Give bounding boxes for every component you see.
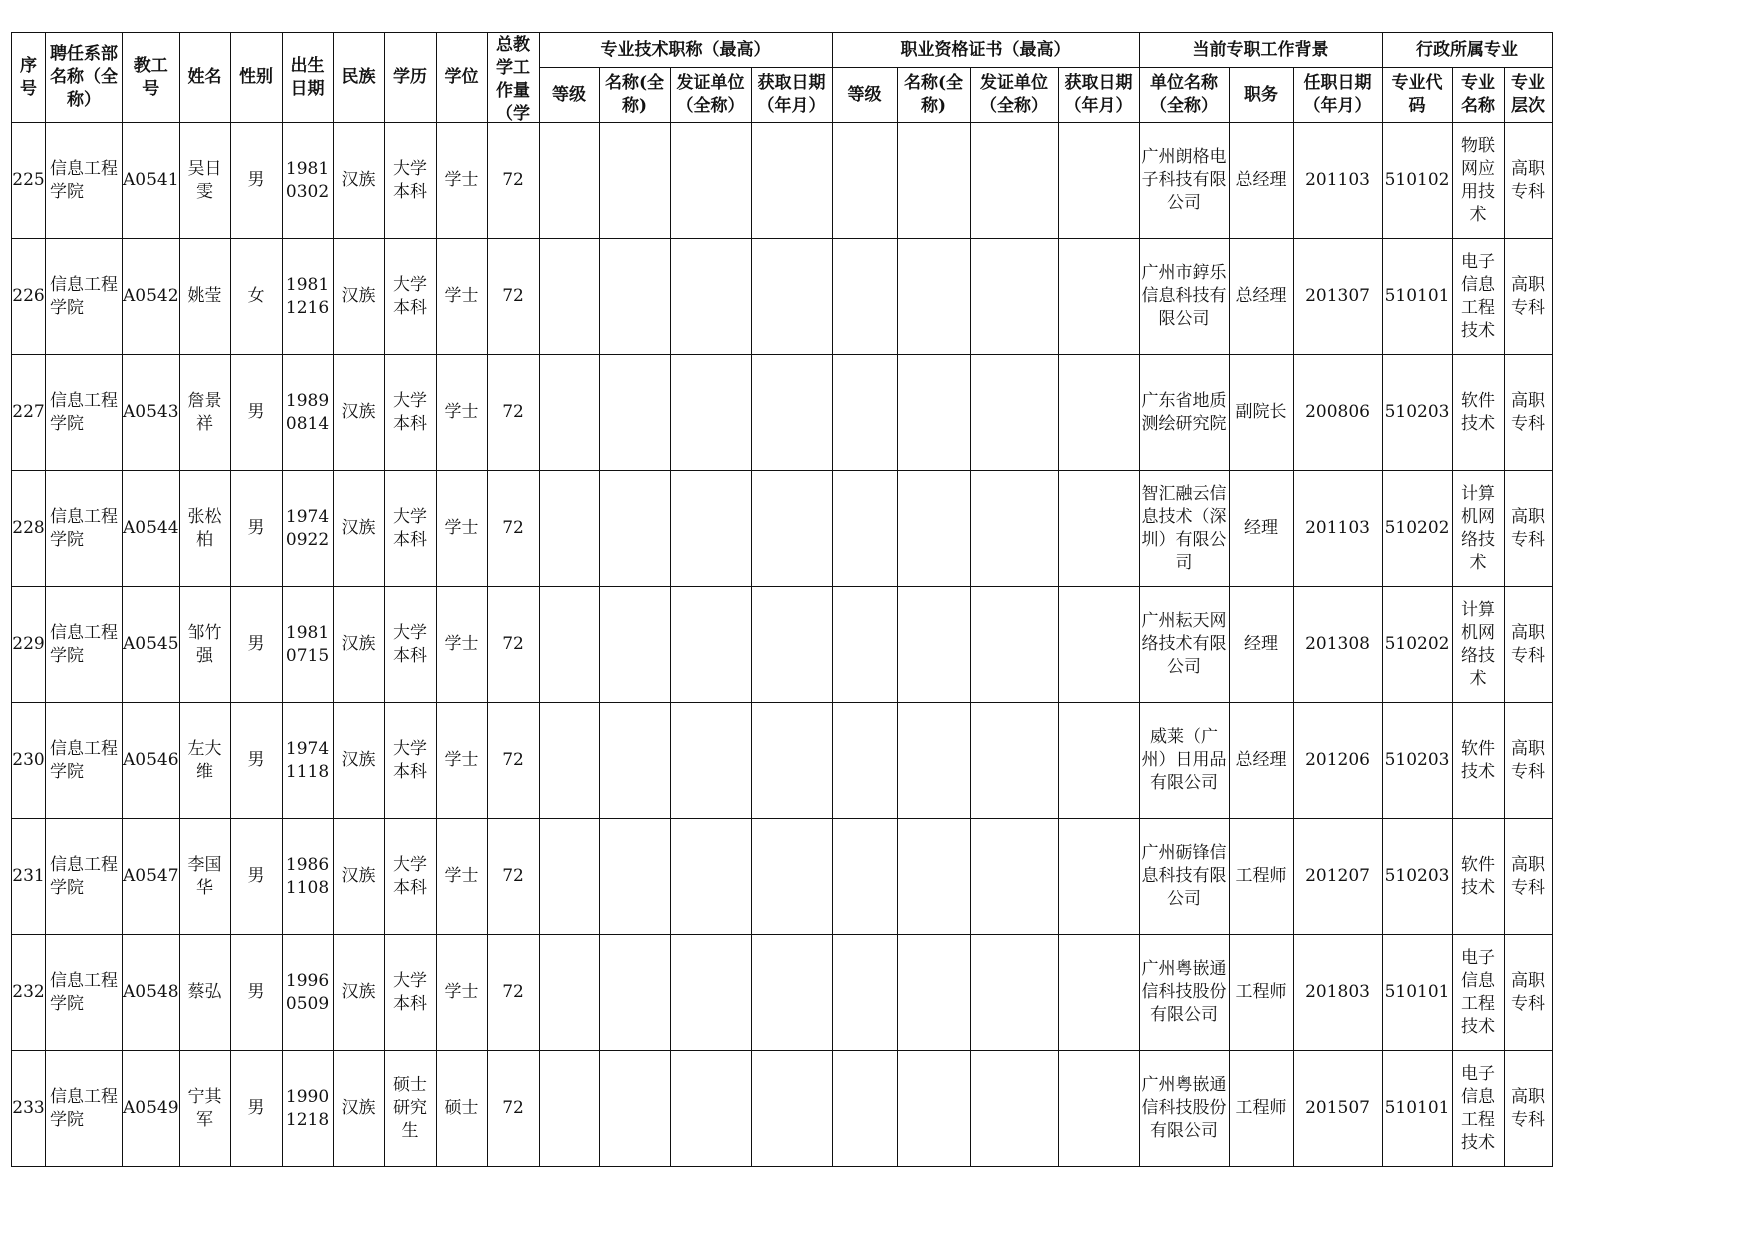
cell-seq: 227 [12, 355, 46, 471]
cell-title-issuer [670, 123, 751, 239]
cell-cert-date [1058, 819, 1139, 935]
cell-name: 张松柏 [179, 471, 230, 587]
cell-birth: 19890814 [282, 355, 333, 471]
cell-title-issuer [670, 355, 751, 471]
cell-major-level: 高职专科 [1504, 123, 1552, 239]
cell-major-name: 计算机网络技术 [1452, 587, 1504, 703]
cell-cert-level [832, 239, 897, 355]
cell-title-name [599, 1051, 670, 1167]
table-row [12, 123, 1553, 239]
cell-workload: 72 [487, 587, 539, 703]
cell-title-date [751, 355, 832, 471]
cell-degree: 学士 [436, 471, 487, 587]
cell-major-code: 510202 [1382, 471, 1452, 587]
cell-major-level: 高职专科 [1504, 239, 1552, 355]
cell-cert-date [1058, 123, 1139, 239]
header-seq: 序号 [12, 33, 46, 123]
header-major-level: 专业层次 [1504, 68, 1552, 123]
cell-cert-date [1058, 239, 1139, 355]
cell-title-issuer [670, 239, 751, 355]
cell-education: 大学本科 [384, 123, 436, 239]
cell-position: 副院长 [1229, 355, 1293, 471]
table-row [12, 1051, 1553, 1167]
cell-gender: 男 [230, 471, 282, 587]
cell-dept: 信息工程学院 [46, 819, 123, 935]
cell-birth: 19960509 [282, 935, 333, 1051]
cell-title-date [751, 239, 832, 355]
table-row [12, 239, 1553, 355]
cell-cert-level [832, 587, 897, 703]
cell-cert-date [1058, 703, 1139, 819]
cell-title-level [539, 703, 599, 819]
cell-seq: 230 [12, 703, 46, 819]
header-name: 姓名 [179, 33, 230, 123]
cell-hire-date: 201103 [1293, 123, 1382, 239]
cell-cert-name [897, 935, 970, 1051]
cell-cert-issuer [970, 935, 1058, 1051]
table-row [12, 935, 1553, 1051]
cell-major-code: 510203 [1382, 703, 1452, 819]
header-title-name: 名称(全称) [599, 68, 670, 123]
cell-dept: 信息工程学院 [46, 1051, 123, 1167]
cell-name: 詹景祥 [179, 355, 230, 471]
table-row [12, 703, 1553, 819]
cell-title-level [539, 819, 599, 935]
cell-staff-id: A0544 [123, 471, 180, 587]
cell-workload: 72 [487, 355, 539, 471]
cell-cert-level [832, 471, 897, 587]
cell-title-date [751, 819, 832, 935]
cell-name: 吴日雯 [179, 123, 230, 239]
cell-hire-date: 201207 [1293, 819, 1382, 935]
cell-title-date [751, 471, 832, 587]
cell-staff-id: A0549 [123, 1051, 180, 1167]
header-staff-id: 教工号 [123, 33, 180, 123]
cell-gender: 男 [230, 123, 282, 239]
cell-title-issuer [670, 935, 751, 1051]
cell-gender: 女 [230, 239, 282, 355]
cell-title-issuer [670, 471, 751, 587]
cell-name: 宁其军 [179, 1051, 230, 1167]
cell-major-code: 510101 [1382, 935, 1452, 1051]
cell-major-name: 电子信息工程技术 [1452, 1051, 1504, 1167]
cell-birth: 19810302 [282, 123, 333, 239]
cell-ethnicity: 汉族 [333, 587, 384, 703]
cell-title-issuer [670, 587, 751, 703]
cell-staff-id: A0541 [123, 123, 180, 239]
header-major-name: 专业名称 [1452, 68, 1504, 123]
header-degree: 学位 [436, 33, 487, 123]
cell-name: 李国华 [179, 819, 230, 935]
header-group-cert: 职业资格证书（最高） [832, 33, 1139, 68]
cell-major-level: 高职专科 [1504, 703, 1552, 819]
header-dept: 聘任系部名称（全称） [46, 33, 123, 123]
cell-position: 总经理 [1229, 239, 1293, 355]
cell-cert-date [1058, 935, 1139, 1051]
cell-employer: 智汇融云信息技术（深圳）有限公司 [1139, 471, 1229, 587]
cell-staff-id: A0548 [123, 935, 180, 1051]
cell-gender: 男 [230, 703, 282, 819]
cell-education: 大学本科 [384, 355, 436, 471]
cell-employer: 广州粤嵌通信科技股份有限公司 [1139, 1051, 1229, 1167]
cell-title-level [539, 935, 599, 1051]
table-row [12, 819, 1553, 935]
cell-education: 大学本科 [384, 239, 436, 355]
cell-position: 经理 [1229, 471, 1293, 587]
table-row [12, 471, 1553, 587]
header-title-level: 等级 [539, 68, 599, 123]
header-ethnicity: 民族 [333, 33, 384, 123]
cell-seq: 226 [12, 239, 46, 355]
cell-birth: 19810715 [282, 587, 333, 703]
cell-cert-name [897, 1051, 970, 1167]
cell-cert-date [1058, 587, 1139, 703]
cell-dept: 信息工程学院 [46, 123, 123, 239]
cell-name: 左大维 [179, 703, 230, 819]
cell-workload: 72 [487, 123, 539, 239]
cell-position: 总经理 [1229, 703, 1293, 819]
cell-major-name: 软件技术 [1452, 703, 1504, 819]
cell-major-code: 510203 [1382, 819, 1452, 935]
cell-dept: 信息工程学院 [46, 703, 123, 819]
cell-position: 经理 [1229, 587, 1293, 703]
cell-gender: 男 [230, 587, 282, 703]
cell-cert-name [897, 123, 970, 239]
cell-workload: 72 [487, 703, 539, 819]
cell-degree: 学士 [436, 355, 487, 471]
cell-title-name [599, 239, 670, 355]
header-gender: 性别 [230, 33, 282, 123]
cell-workload: 72 [487, 935, 539, 1051]
cell-ethnicity: 汉族 [333, 471, 384, 587]
cell-degree: 学士 [436, 935, 487, 1051]
header-birth: 出生日期 [282, 33, 333, 123]
cell-title-issuer [670, 703, 751, 819]
cell-title-date [751, 123, 832, 239]
cell-cert-issuer [970, 355, 1058, 471]
cell-seq: 233 [12, 1051, 46, 1167]
cell-cert-name [897, 471, 970, 587]
cell-hire-date: 201308 [1293, 587, 1382, 703]
cell-employer: 广州粤嵌通信科技股份有限公司 [1139, 935, 1229, 1051]
cell-seq: 225 [12, 123, 46, 239]
cell-seq: 232 [12, 935, 46, 1051]
cell-position: 工程师 [1229, 1051, 1293, 1167]
cell-cert-issuer [970, 587, 1058, 703]
cell-major-level: 高职专科 [1504, 819, 1552, 935]
cell-degree: 学士 [436, 703, 487, 819]
header-major-code: 专业代码 [1382, 68, 1452, 123]
cell-major-code: 510203 [1382, 355, 1452, 471]
cell-education: 大学本科 [384, 703, 436, 819]
staff-table [11, 32, 1553, 1167]
cell-major-code: 510101 [1382, 239, 1452, 355]
header-employer: 单位名称（全称） [1139, 68, 1229, 123]
cell-major-name: 电子信息工程技术 [1452, 935, 1504, 1051]
cell-employer: 广州市錞乐信息科技有限公司 [1139, 239, 1229, 355]
cell-education: 大学本科 [384, 819, 436, 935]
cell-hire-date: 201507 [1293, 1051, 1382, 1167]
cell-title-name [599, 471, 670, 587]
cell-major-name: 电子信息工程技术 [1452, 239, 1504, 355]
cell-cert-issuer [970, 819, 1058, 935]
cell-degree: 学士 [436, 587, 487, 703]
cell-staff-id: A0545 [123, 587, 180, 703]
cell-cert-name [897, 355, 970, 471]
header-position: 职务 [1229, 68, 1293, 123]
cell-major-level: 高职专科 [1504, 587, 1552, 703]
cell-ethnicity: 汉族 [333, 703, 384, 819]
cell-workload: 72 [487, 239, 539, 355]
cell-major-name: 软件技术 [1452, 819, 1504, 935]
cell-title-name [599, 703, 670, 819]
cell-seq: 231 [12, 819, 46, 935]
cell-cert-date [1058, 1051, 1139, 1167]
cell-title-issuer [670, 1051, 751, 1167]
cell-title-name [599, 819, 670, 935]
cell-education: 大学本科 [384, 935, 436, 1051]
cell-birth: 19901218 [282, 1051, 333, 1167]
cell-employer: 广州朗格电子科技有限公司 [1139, 123, 1229, 239]
cell-education: 大学本科 [384, 471, 436, 587]
cell-workload: 72 [487, 1051, 539, 1167]
cell-title-level [539, 123, 599, 239]
cell-major-level: 高职专科 [1504, 1051, 1552, 1167]
header-hire-date: 任职日期（年月） [1293, 68, 1382, 123]
cell-cert-level [832, 123, 897, 239]
header-cert-issuer: 发证单位（全称） [970, 68, 1058, 123]
cell-degree: 学士 [436, 123, 487, 239]
cell-title-date [751, 587, 832, 703]
cell-cert-level [832, 355, 897, 471]
cell-employer: 威莱（广州）日用品有限公司 [1139, 703, 1229, 819]
cell-gender: 男 [230, 355, 282, 471]
cell-cert-level [832, 935, 897, 1051]
header-group-job: 当前专职工作背景 [1139, 33, 1382, 68]
cell-ethnicity: 汉族 [333, 935, 384, 1051]
cell-title-name [599, 123, 670, 239]
cell-dept: 信息工程学院 [46, 935, 123, 1051]
cell-staff-id: A0547 [123, 819, 180, 935]
cell-cert-name [897, 239, 970, 355]
cell-birth: 19741118 [282, 703, 333, 819]
cell-cert-issuer [970, 471, 1058, 587]
cell-education: 大学本科 [384, 587, 436, 703]
cell-employer: 广州耘天网络技术有限公司 [1139, 587, 1229, 703]
cell-dept: 信息工程学院 [46, 239, 123, 355]
cell-title-date [751, 703, 832, 819]
cell-gender: 男 [230, 1051, 282, 1167]
cell-title-name [599, 587, 670, 703]
cell-major-code: 510101 [1382, 1051, 1452, 1167]
cell-title-level [539, 1051, 599, 1167]
cell-major-level: 高职专科 [1504, 355, 1552, 471]
cell-seq: 229 [12, 587, 46, 703]
cell-title-issuer [670, 819, 751, 935]
cell-workload: 72 [487, 471, 539, 587]
cell-cert-level [832, 1051, 897, 1167]
cell-title-name [599, 355, 670, 471]
cell-major-name: 物联网应用技术 [1452, 123, 1504, 239]
cell-position: 总经理 [1229, 123, 1293, 239]
cell-hire-date: 200806 [1293, 355, 1382, 471]
cell-cert-level [832, 703, 897, 819]
cell-gender: 男 [230, 935, 282, 1051]
header-workload: 总教学工作量（学 [487, 33, 539, 123]
header-title-date: 获取日期（年月） [751, 68, 832, 123]
header-group-major: 行政所属专业 [1382, 33, 1552, 68]
cell-degree: 学士 [436, 239, 487, 355]
cell-staff-id: A0543 [123, 355, 180, 471]
header-group-title: 专业技术职称（最高） [539, 33, 832, 68]
cell-cert-date [1058, 355, 1139, 471]
table-row [12, 587, 1553, 703]
cell-workload: 72 [487, 819, 539, 935]
cell-position: 工程师 [1229, 935, 1293, 1051]
cell-major-name: 计算机网络技术 [1452, 471, 1504, 587]
cell-ethnicity: 汉族 [333, 239, 384, 355]
cell-major-name: 软件技术 [1452, 355, 1504, 471]
header-title-issuer: 发证单位（全称） [670, 68, 751, 123]
cell-title-date [751, 935, 832, 1051]
header-education: 学历 [384, 33, 436, 123]
cell-cert-issuer [970, 1051, 1058, 1167]
cell-gender: 男 [230, 819, 282, 935]
cell-dept: 信息工程学院 [46, 587, 123, 703]
cell-staff-id: A0542 [123, 239, 180, 355]
cell-cert-name [897, 587, 970, 703]
cell-cert-name [897, 819, 970, 935]
cell-hire-date: 201206 [1293, 703, 1382, 819]
cell-title-name [599, 935, 670, 1051]
cell-cert-issuer [970, 239, 1058, 355]
cell-dept: 信息工程学院 [46, 355, 123, 471]
cell-hire-date: 201803 [1293, 935, 1382, 1051]
cell-major-code: 510102 [1382, 123, 1452, 239]
cell-birth: 19740922 [282, 471, 333, 587]
cell-title-date [751, 1051, 832, 1167]
cell-dept: 信息工程学院 [46, 471, 123, 587]
cell-title-level [539, 239, 599, 355]
header-cert-name: 名称(全称) [897, 68, 970, 123]
cell-birth: 19811216 [282, 239, 333, 355]
cell-cert-issuer [970, 703, 1058, 819]
header-cert-level: 等级 [832, 68, 897, 123]
cell-hire-date: 201307 [1293, 239, 1382, 355]
cell-degree: 硕士 [436, 1051, 487, 1167]
cell-name: 蔡弘 [179, 935, 230, 1051]
cell-ethnicity: 汉族 [333, 1051, 384, 1167]
cell-cert-level [832, 819, 897, 935]
cell-cert-date [1058, 471, 1139, 587]
cell-degree: 学士 [436, 819, 487, 935]
cell-ethnicity: 汉族 [333, 819, 384, 935]
cell-staff-id: A0546 [123, 703, 180, 819]
cell-major-code: 510202 [1382, 587, 1452, 703]
cell-position: 工程师 [1229, 819, 1293, 935]
cell-education: 硕士研究生 [384, 1051, 436, 1167]
cell-cert-name [897, 703, 970, 819]
cell-name: 姚莹 [179, 239, 230, 355]
cell-employer: 广州砺锋信息科技有限公司 [1139, 819, 1229, 935]
cell-birth: 19861108 [282, 819, 333, 935]
header-cert-date: 获取日期（年月） [1058, 68, 1139, 123]
cell-ethnicity: 汉族 [333, 355, 384, 471]
cell-title-level [539, 355, 599, 471]
cell-title-level [539, 587, 599, 703]
table-row [12, 355, 1553, 471]
cell-hire-date: 201103 [1293, 471, 1382, 587]
cell-major-level: 高职专科 [1504, 471, 1552, 587]
cell-seq: 228 [12, 471, 46, 587]
cell-employer: 广东省地质测绘研究院 [1139, 355, 1229, 471]
cell-title-level [539, 471, 599, 587]
cell-name: 邹竹强 [179, 587, 230, 703]
cell-major-level: 高职专科 [1504, 935, 1552, 1051]
cell-cert-issuer [970, 123, 1058, 239]
cell-ethnicity: 汉族 [333, 123, 384, 239]
